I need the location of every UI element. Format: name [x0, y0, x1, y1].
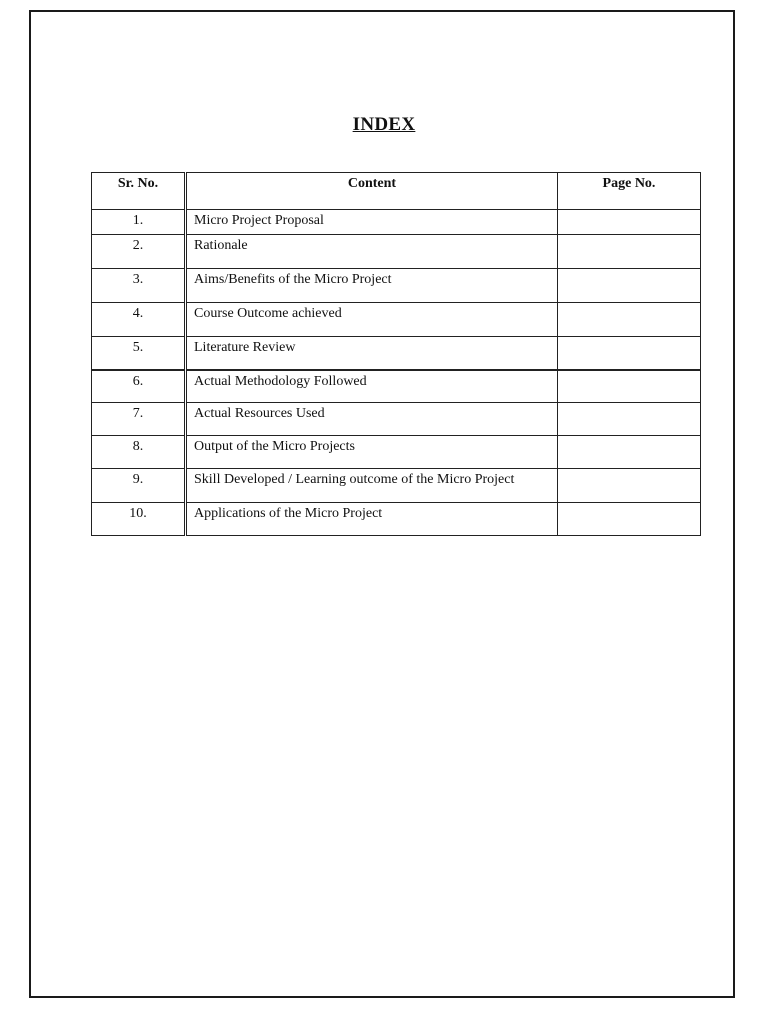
table-row: [92, 337, 701, 370]
row-sr-no: 10.: [92, 503, 186, 536]
index-table: [91, 172, 701, 536]
row-page-no: [558, 370, 701, 403]
row-content: Skill Developed / Learning outcome of the Micro Project: [186, 469, 558, 503]
row-content: Micro Project Proposal: [186, 210, 558, 235]
row-content: Rationale: [186, 235, 558, 269]
row-page-no: [558, 337, 701, 370]
table-header-row: [92, 173, 701, 210]
row-page-no: [558, 210, 701, 235]
row-page-no: [558, 269, 701, 303]
row-sr-no: 9.: [92, 469, 186, 503]
table-row: [92, 503, 701, 536]
table-row: [92, 403, 701, 436]
row-content: Actual Methodology Followed: [186, 370, 558, 403]
row-sr-no: 6.: [92, 370, 186, 403]
row-content: Course Outcome achieved: [186, 303, 558, 337]
table-row: [92, 235, 701, 269]
row-page-no: [558, 436, 701, 469]
row-content: Actual Resources Used: [186, 403, 558, 436]
row-content: Literature Review: [186, 337, 558, 370]
row-page-no: [558, 469, 701, 503]
table-row: [92, 269, 701, 303]
header-content: Content: [186, 173, 558, 210]
row-page-no: [558, 235, 701, 269]
table-row: [92, 370, 701, 403]
row-content: Aims/Benefits of the Micro Project: [186, 269, 558, 303]
row-sr-no: 5.: [92, 337, 186, 370]
row-page-no: [558, 403, 701, 436]
row-content: Output of the Micro Projects: [186, 436, 558, 469]
row-sr-no: 8.: [92, 436, 186, 469]
row-sr-no: 7.: [92, 403, 186, 436]
table-row: [92, 210, 701, 235]
row-sr-no: 2.: [92, 235, 186, 269]
page-title: INDEX: [352, 114, 416, 135]
table-row: [92, 303, 701, 337]
row-sr-no: 4.: [92, 303, 186, 337]
row-sr-no: 1.: [92, 210, 186, 235]
table-row: [92, 436, 701, 469]
table-row: [92, 469, 701, 503]
header-page-no: Page No.: [558, 173, 701, 210]
row-content: Applications of the Micro Project: [186, 503, 558, 536]
row-sr-no: 3.: [92, 269, 186, 303]
row-page-no: [558, 503, 701, 536]
row-page-no: [558, 303, 701, 337]
header-sr-no: Sr. No.: [92, 173, 186, 210]
